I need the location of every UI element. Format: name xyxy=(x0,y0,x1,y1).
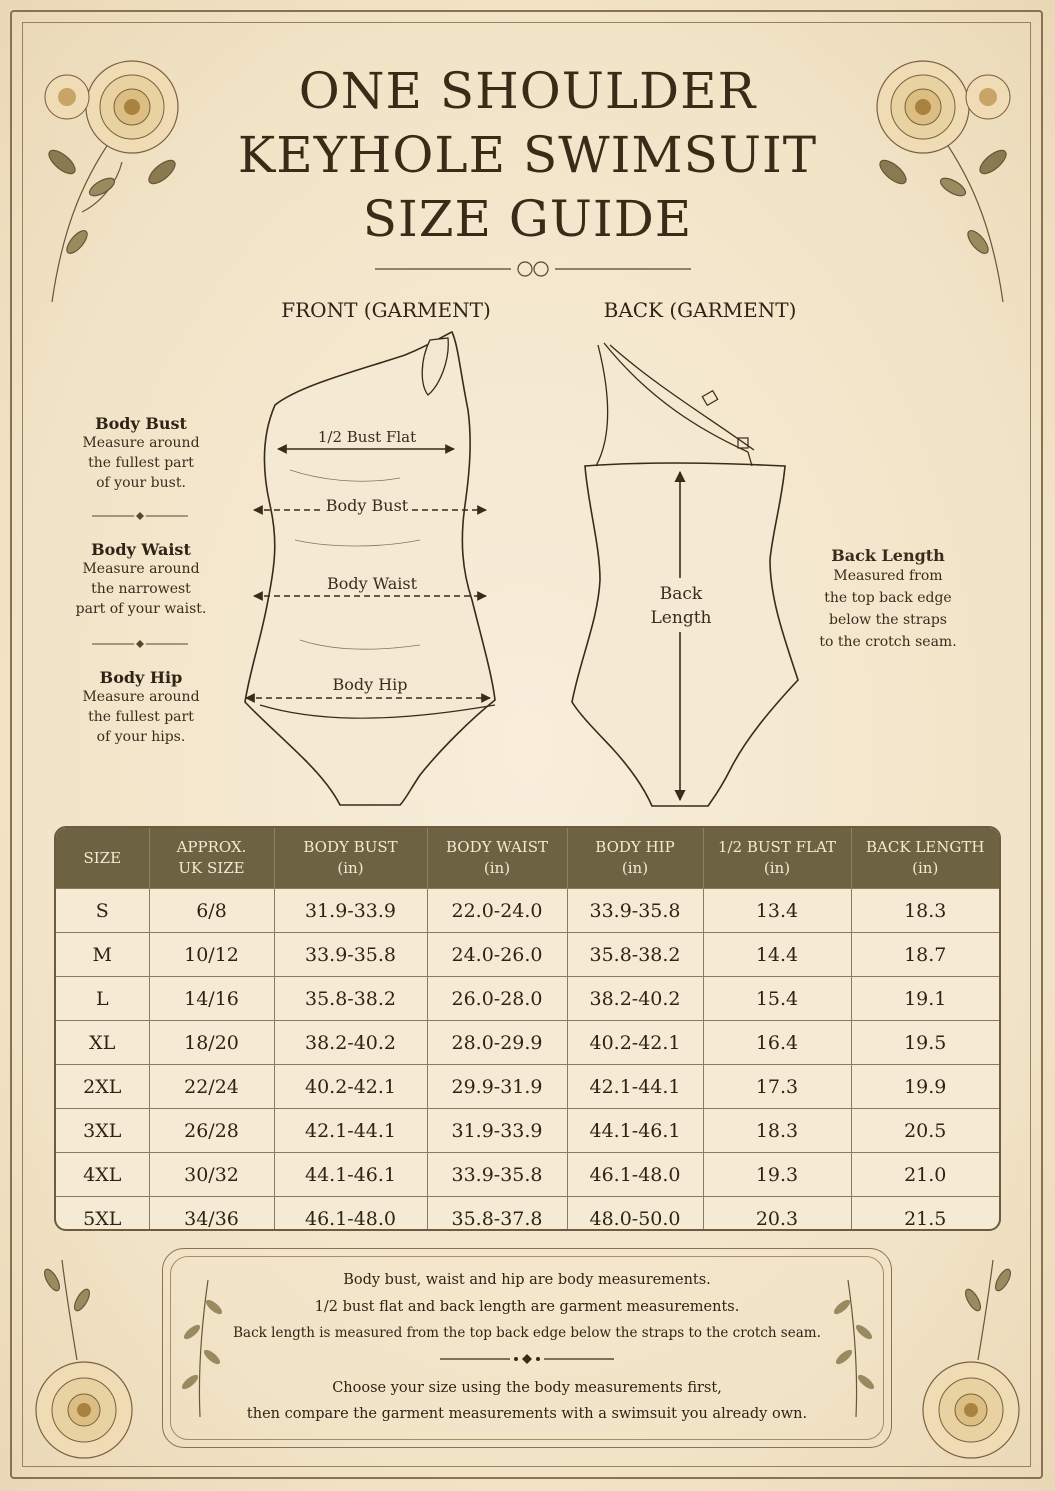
table-cell: 44.1-46.1 xyxy=(274,1153,427,1197)
column-header-bust-flat: 1/2 BUST FLAT (in) xyxy=(703,828,851,889)
size-chart-table xyxy=(54,826,1001,1231)
table-cell: 42.1-44.1 xyxy=(274,1109,427,1153)
note-line-5: then compare the garment measurements with a swimsuit you already own. xyxy=(246,1406,808,1422)
table-cell: 42.1-44.1 xyxy=(567,1065,703,1109)
body-bust-note-line: of your bust. xyxy=(96,475,186,491)
table-cell: 16.4 xyxy=(703,1021,851,1065)
table-cell: 44.1-46.1 xyxy=(567,1109,703,1153)
table-cell: 18.3 xyxy=(703,1109,851,1153)
body-hip-note-line: Measure around xyxy=(82,689,200,705)
table-cell: 28.0-29.9 xyxy=(427,1021,567,1065)
table-row xyxy=(56,1153,999,1197)
front-body-hip-label: Body Hip xyxy=(322,675,418,694)
table-cell: 38.2-40.2 xyxy=(567,977,703,1021)
table-cell: 31.9-33.9 xyxy=(274,889,427,933)
table-cell: 35.8-37.8 xyxy=(427,1197,567,1232)
back-length-note-line: Measured from xyxy=(833,568,943,584)
body-bust-note-title: Body Bust xyxy=(95,414,187,433)
table-cell: 29.9-31.9 xyxy=(427,1065,567,1109)
body-hip-note-line: of your hips. xyxy=(96,729,186,745)
back-swimsuit-outline xyxy=(572,463,798,806)
table-cell: 19.9 xyxy=(851,1065,999,1109)
notes-ornament-divider-icon xyxy=(440,1352,614,1366)
column-header-uk-size: APPROX. UK SIZE xyxy=(149,828,274,889)
column-header-size: SIZE xyxy=(56,828,149,889)
body-waist-note-line: the narrowest xyxy=(91,581,191,597)
body-bust-note-line: the fullest part xyxy=(88,455,194,471)
table-cell: 18.7 xyxy=(851,933,999,977)
notes-leaf-left-icon xyxy=(178,1272,222,1422)
table-header-row xyxy=(56,828,999,889)
table-cell: 30/32 xyxy=(149,1153,274,1197)
floral-corner-bottom-right-icon xyxy=(893,1240,1033,1470)
table-cell: 21.0 xyxy=(851,1153,999,1197)
table-cell: 13.4 xyxy=(703,889,851,933)
table-cell: 3XL xyxy=(56,1109,149,1153)
table-row xyxy=(56,933,999,977)
body-bust-note-line: Measure around xyxy=(82,435,200,451)
table-cell: 14.4 xyxy=(703,933,851,977)
table-cell: 19.1 xyxy=(851,977,999,1021)
table-cell: 34/36 xyxy=(149,1197,274,1232)
table-cell: 18.3 xyxy=(851,889,999,933)
back-length-note-line: below the straps xyxy=(829,612,947,628)
table-row xyxy=(56,889,999,933)
table-cell: 26.0-28.0 xyxy=(427,977,567,1021)
body-waist-note-title: Body Waist xyxy=(91,540,191,559)
table-cell: 22/24 xyxy=(149,1065,274,1109)
table-cell: 4XL xyxy=(56,1153,149,1197)
notes-leaf-right-icon xyxy=(834,1272,878,1422)
note-line-4: Choose your size using the body measurements first, xyxy=(332,1380,722,1396)
back-length-diagram-label xyxy=(640,582,722,630)
column-header-body-waist: BODY WAIST (in) xyxy=(427,828,567,889)
table-cell: 24.0-26.0 xyxy=(427,933,567,977)
table-cell: S xyxy=(56,889,149,933)
front-body-waist-label: Body Waist xyxy=(318,574,426,593)
table-body xyxy=(56,889,999,1232)
table-cell: 31.9-33.9 xyxy=(427,1109,567,1153)
note-line-2: 1/2 bust flat and back length are garment measurements. xyxy=(314,1299,740,1315)
table-cell: 33.9-35.8 xyxy=(567,889,703,933)
back-garment-heading: BACK (GARMENT) xyxy=(603,298,797,322)
table-row xyxy=(56,1197,999,1232)
table-cell: 22.0-24.0 xyxy=(427,889,567,933)
table-cell: 33.9-35.8 xyxy=(427,1153,567,1197)
table-cell: 48.0-50.0 xyxy=(567,1197,703,1232)
back-length-note-line: the top back edge xyxy=(824,590,952,606)
note-line-1: Body bust, waist and hip are body measurements. xyxy=(343,1272,711,1288)
bust-flat-label: 1/2 Bust Flat xyxy=(302,428,432,446)
body-waist-note-line: Measure around xyxy=(82,561,200,577)
table-cell: 38.2-40.2 xyxy=(274,1021,427,1065)
front-body-bust-label: Body Bust xyxy=(322,496,412,515)
table-cell: XL xyxy=(56,1021,149,1065)
column-header-body-bust: BODY BUST (in) xyxy=(274,828,427,889)
table-cell: 14/16 xyxy=(149,977,274,1021)
table-cell: 18/20 xyxy=(149,1021,274,1065)
table-cell: 19.3 xyxy=(703,1153,851,1197)
body-hip-note-title: Body Hip xyxy=(99,668,183,687)
table-cell: 35.8-38.2 xyxy=(274,977,427,1021)
table-cell: 19.5 xyxy=(851,1021,999,1065)
table-row xyxy=(56,977,999,1021)
table-cell: 20.3 xyxy=(703,1197,851,1232)
table-cell: 40.2-42.1 xyxy=(567,1021,703,1065)
body-hip-note-line: the fullest part xyxy=(88,709,194,725)
table-cell: L xyxy=(56,977,149,1021)
column-header-body-hip: BODY HIP (in) xyxy=(567,828,703,889)
back-length-note-title: Back Length xyxy=(831,546,945,565)
body-waist-note-line: part of your waist. xyxy=(75,601,207,617)
table-row xyxy=(56,1065,999,1109)
note-line-3: Back length is measured from the top back edge below the straps to the crotch seam. xyxy=(233,1325,821,1341)
back-length-diagram-label-line: Back xyxy=(659,584,703,604)
table-row xyxy=(56,1021,999,1065)
table-cell: 35.8-38.2 xyxy=(567,933,703,977)
table-cell: 6/8 xyxy=(149,889,274,933)
back-length-note-line: to the crotch seam. xyxy=(819,634,957,650)
table-cell: M xyxy=(56,933,149,977)
table-cell: 33.9-35.8 xyxy=(274,933,427,977)
table-cell: 40.2-42.1 xyxy=(274,1065,427,1109)
table-cell: 5XL xyxy=(56,1197,149,1232)
title-line-1: ONE SHOULDER xyxy=(298,62,757,120)
table-cell: 20.5 xyxy=(851,1109,999,1153)
front-garment-heading: FRONT (GARMENT) xyxy=(281,298,491,322)
table-cell: 17.3 xyxy=(703,1065,851,1109)
table-cell: 46.1-48.0 xyxy=(274,1197,427,1232)
title-line-2: KEYHOLE SWIMSUIT xyxy=(237,126,818,184)
column-header-back-length: BACK LENGTH (in) xyxy=(851,828,999,889)
table-cell: 2XL xyxy=(56,1065,149,1109)
front-swimsuit-outline xyxy=(245,332,495,805)
table-cell: 15.4 xyxy=(703,977,851,1021)
table-cell: 26/28 xyxy=(149,1109,274,1153)
table-row xyxy=(56,1109,999,1153)
back-length-diagram-label-line: Length xyxy=(650,608,712,628)
table-cell: 10/12 xyxy=(149,933,274,977)
table-cell: 21.5 xyxy=(851,1197,999,1232)
table-cell: 46.1-48.0 xyxy=(567,1153,703,1197)
title-line-3: SIZE GUIDE xyxy=(362,190,693,248)
floral-corner-bottom-left-icon xyxy=(22,1240,162,1470)
